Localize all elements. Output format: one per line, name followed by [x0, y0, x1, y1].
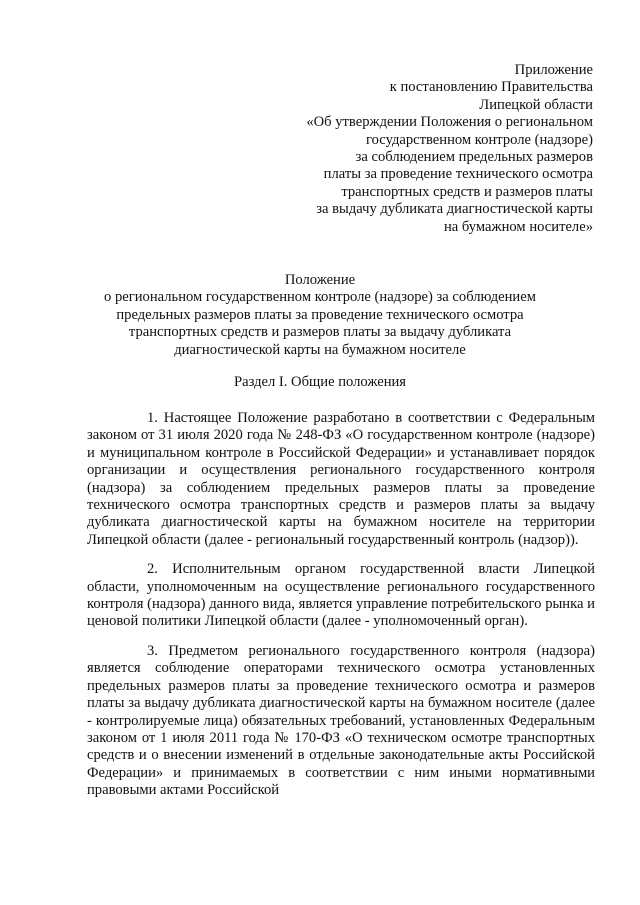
appendix-line: Приложение — [514, 62, 593, 78]
appendix-line: на бумажном носителе» — [444, 218, 593, 235]
appendix-line: транспортных средств и размеров платы — [341, 183, 593, 200]
title-line: диагностической карты на бумажном носителе — [174, 341, 466, 358]
appendix-line: к постановлению Правительства — [389, 79, 593, 96]
document-body — [87, 410, 595, 812]
appendix-line: платы за проведение технического осмотра — [323, 166, 593, 183]
appendix-line: за выдачу дубликата диагностической карты — [316, 201, 593, 218]
title-line: Положение — [284, 272, 356, 288]
title-line: транспортных средств и размеров платы за выдачу дубликата — [128, 324, 512, 341]
title-line: о региональном государственном контроле (надзоре) за соблюдением — [104, 289, 536, 306]
appendix-line: государственном контроле (надзоре) — [366, 131, 593, 148]
appendix-line: Липецкой области — [479, 96, 593, 113]
section-heading: Раздел I. Общие положения — [233, 374, 407, 390]
appendix-line: «Об утверждении Положения о региональном — [306, 114, 593, 131]
paragraph-3: 3. Предметом регионального государственного контроля (надзора) является соблюдение операторами технического осмотра установленных предельных размеров платы за проведение технического осмотра и размеров платы за выдачу дубликата диагностической карты на бумажном носителе (далее - контролируемые лица) обязательных требований, установленных Федеральным законом от 1 июля 2011 года № 170-ФЗ «О техническом осмотре транспортных средств и о внесении изменений в отдельные законодательные акты Российской Федерации» и принимаемых в соответствии с ним иными нормативными правовыми актами Российской — [87, 642, 595, 799]
paragraph-2: 2. Исполнительным органом государственной власти Липецкой области, уполномоченным на осуществление регионального государственного контроля (надзора) данного вида, является управление потребительского рынка и ценовой политики Липецкой области (далее - уполномоченный орган). — [87, 561, 595, 630]
paragraph-1: 1. Настоящее Положение разработано в соответствии с Федеральным законом от 31 июля 2020 года № 248-ФЗ «О государственном контроле (надзоре) и муниципальном контроле в Российской Федерации» и устанавливает порядок организации и осуществления регионального государственного контроля (надзора) за соблюдением предельных размеров платы за проведение технического осмотра транспортных средств и размеров платы за выдачу дубликата диагностической карты на бумажном носителе на территории Липецкой области (далее - региональный государственный контроль (надзор)). — [87, 410, 595, 548]
document-title — [60, 272, 580, 359]
appendix-line: за соблюдением предельных размеров — [355, 149, 593, 166]
title-line: предельных размеров платы за проведение технического осмотра — [116, 306, 524, 323]
appendix-block — [263, 62, 593, 236]
